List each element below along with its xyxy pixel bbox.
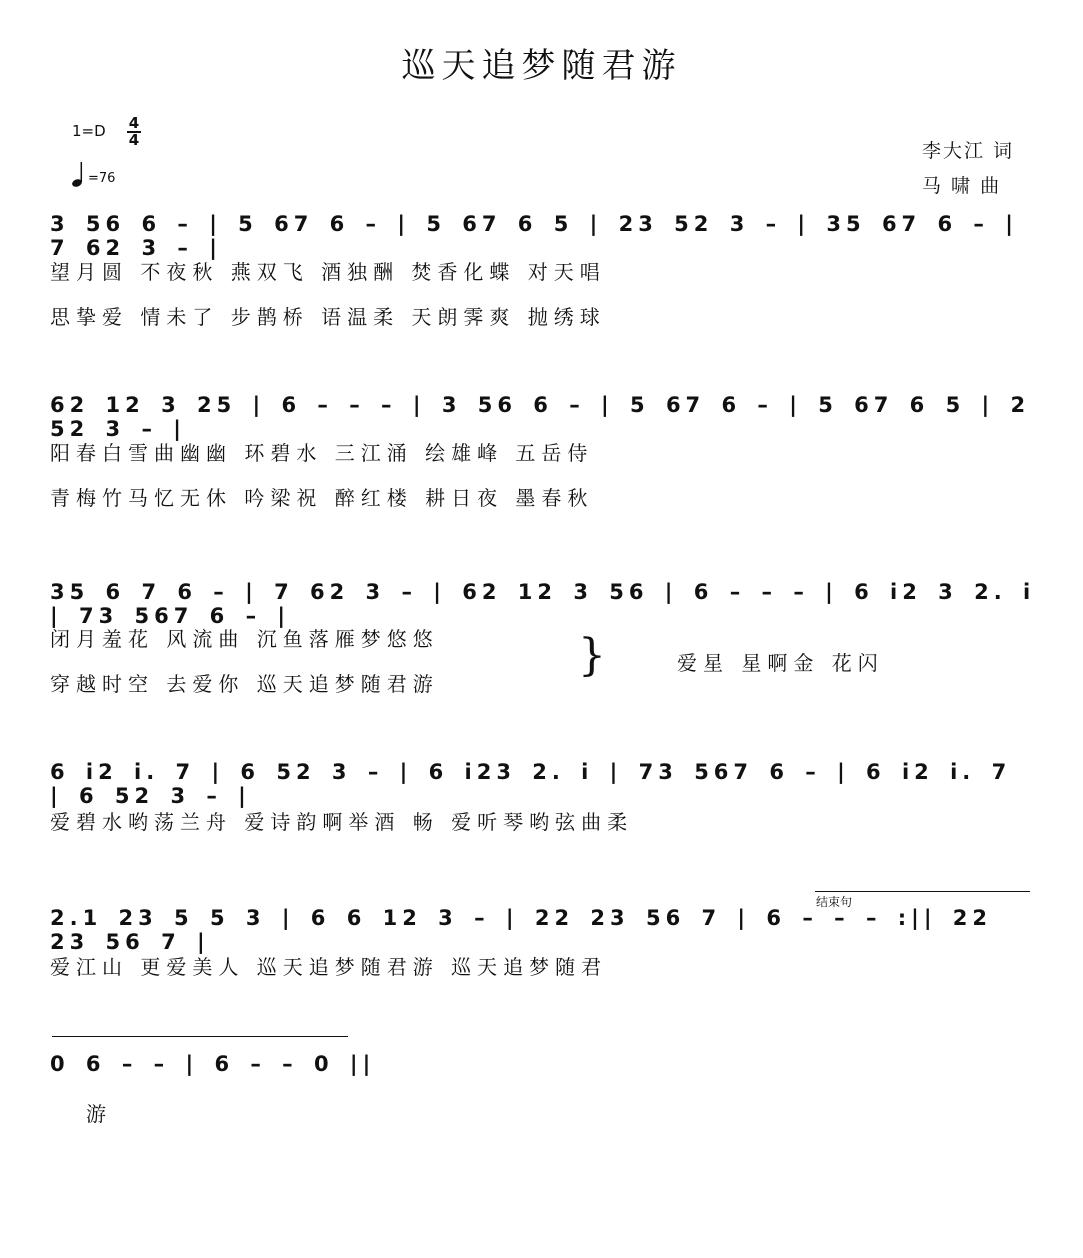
notation-line: 3 56 6 – | 5 67 6 – | 5 67 6 5 | 23 52 3 – | 35 67 6 – | 7 62 3 – | (50, 212, 1018, 260)
lyricist-credit: 李大江 词 (922, 140, 1015, 162)
lyric-line-2: 思挚爱 情未了 步鹊桥 语温柔 天朗霁爽 抛绣球 (50, 305, 606, 329)
ending-label: 结束句 (816, 895, 853, 909)
lyric-line-1: 阳春白雪曲幽幽 环碧水 三江涌 绘雄峰 五岳侍 (50, 441, 594, 465)
time-signature (126, 116, 142, 148)
score-row-3 (50, 580, 1040, 700)
composer-credit: 马 啸 曲 (922, 175, 1002, 197)
lyric-line-1: 爱江山 更爱美人 巡天追梦随君游 巡天追梦随君 (50, 955, 608, 979)
lyric-line-1: 望月圆 不夜秋 燕双飞 酒独酬 焚香化蝶 对天唱 (50, 260, 606, 284)
notation-line: 6 i2 i. 7 | 6 52 3 – | 6 i23 2. i | 73 567 6 – | 6 i2 i. 7 | 6 52 3 – | (50, 760, 1012, 808)
score-row-4 (50, 760, 1040, 840)
lyric-brace: } (578, 630, 606, 681)
notation-line: 62 12 3 25 | 6 – – – | 3 56 6 – | 5 67 6 – | 5 67 6 5 | 2 52 3 – | (50, 393, 1031, 441)
ending-bracket (815, 891, 1030, 892)
notation-line: 0 6 – – | 6 – – 0 || (50, 1052, 376, 1076)
tempo-marking: =76 (88, 171, 116, 186)
notation-line: 2.1 23 5 5 3 | 6 6 12 3 – | 22 23 56 7 | 6 – – – :|| 22 23 56 7 | (50, 906, 993, 954)
ending-bracket-continued (52, 1036, 348, 1037)
lyric-line-1: 游 (86, 1102, 112, 1126)
time-signature-bottom: 4 (128, 131, 140, 149)
lyric-line-1: 爱碧水哟荡兰舟 爱诗韵啊举酒 畅 爱听琴哟弦曲柔 (50, 810, 634, 834)
score-row-6 (50, 1052, 450, 1132)
quarter-note-icon (72, 160, 84, 188)
lyric-line-2: 穿越时空 去爱你 巡天追梦随君游 (50, 672, 439, 696)
time-signature-top: 4 (128, 114, 140, 132)
lyric-line-2: 青梅竹马忆无休 吟梁祝 醉红楼 耕日夜 墨春秋 (50, 486, 594, 510)
score-row-2 (50, 393, 1040, 513)
lyric-line-1: 闭月羞花 风流曲 沉鱼落雁梦悠悠 (50, 627, 439, 651)
key-signature: 1=D (72, 122, 106, 140)
song-title: 巡天追梦随君游 (401, 46, 682, 86)
lyric-line-shared: 爱星 星啊金 花闪 (677, 651, 884, 675)
score-row-1 (50, 212, 1040, 332)
notation-line: 35 6 7 6 – | 7 62 3 – | 62 12 3 56 | 6 – – – | 6 i2 3 2. i | 73 567 6 – | (50, 580, 1036, 628)
score-row-5 (50, 906, 1040, 986)
